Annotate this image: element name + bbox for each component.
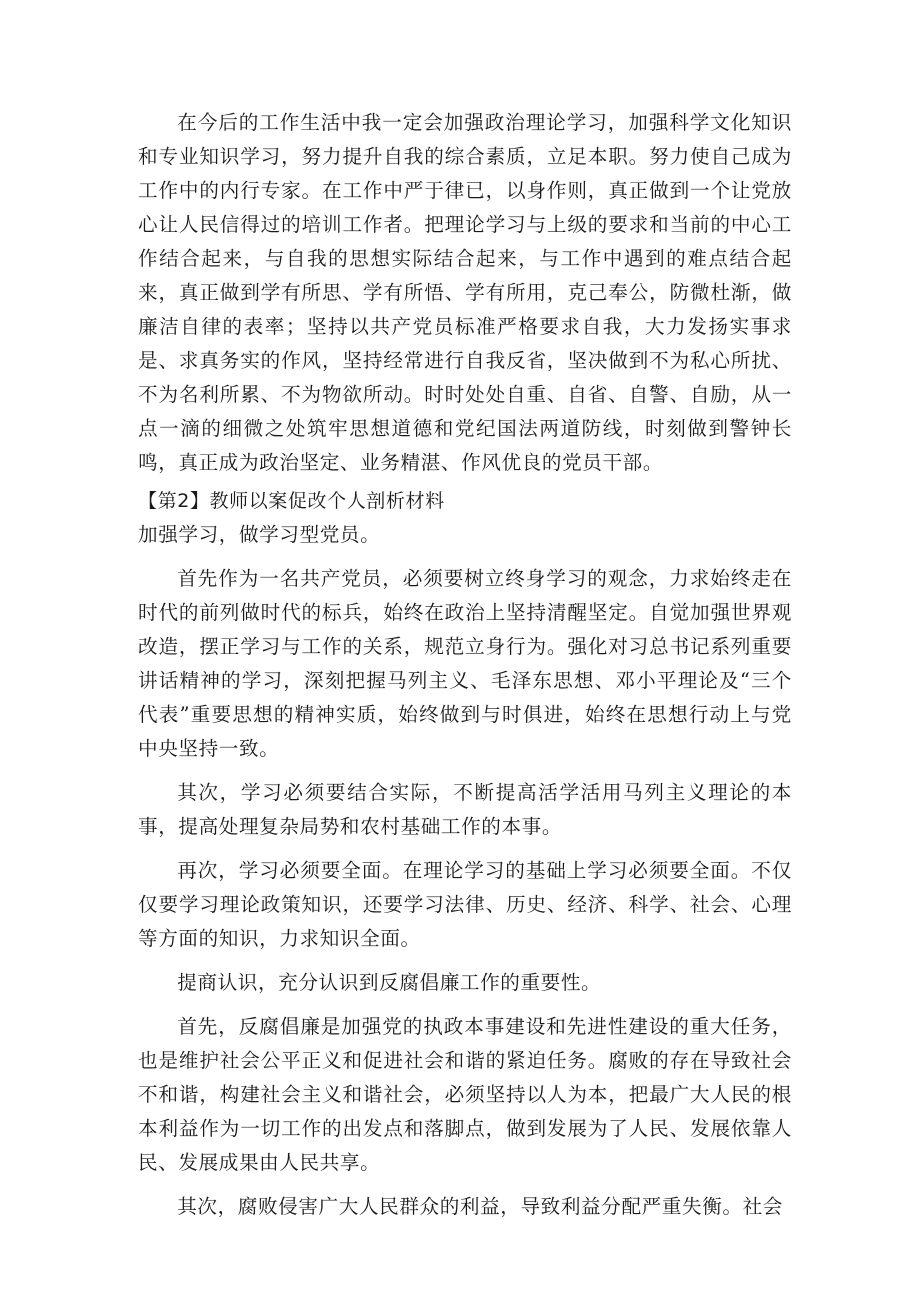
paragraph-anti-corruption-awareness: 提商认识，充分认识到反腐倡廉工作的重要性。 xyxy=(177,971,602,994)
section-heading: 【第2】教师以案促改个人剖析材料 xyxy=(138,490,445,512)
paragraph-learning-party-member: 加强学习，做学习型党员。 xyxy=(138,523,381,546)
paragraph-study-commitment: 在今后的工作生活中我一定会加强政治理论学习，加强科学文化知识和专业知识学习，努力提升自我的综合素质，立足本职。努力使自己成为工作中的内行专家。在工作中严于律已，以身作则，真正做到一个让党放心让人民信得过的培训工作者。把理论学习与上级的要求和当前的中心工作结合起来，与自我的思想实际结合起来，与工作中遇到的难点结合起来，真正做到学有所思、学有所悟、学有所用，克己奉公，防微杜渐，做廉洁自律的表率；坚持以共产党员标准严格要求自我，大力发扬实事求是、求真务实的作风，坚持经常进行自我反省，坚决做到不为私心所扰、不为名利所累、不为物欲所动。时时处处自重、自省、自警、自励，从一点一滴的细微之处筑牢思想道德和党纪国法两道防线，时刻做到警钟长鸣，真正成为政治坚定、业务精湛、作风优良的党员干部。 xyxy=(138,111,792,474)
paragraph-anti-corruption-task: 首先，反腐倡廉是加强党的执政本事建设和先进性建设的重大任务，也是维护社会公平正义和促进社会和谐的紧迫任务。腐败的存在导致社会不和谐，构建社会主义和谐社会，必须坚持以人为本，把最广大人民的根本利益作为一切工作的出发点和落脚点，做到发展为了人民、发展依靠人民、发展成果由人民共享。 xyxy=(138,1015,792,1174)
paragraph-practical-learning: 其次，学习必须要结合实际，不断提高活学活用马列主义理论的本事，提高处理复杂局势和农村基础工作的本事。 xyxy=(138,781,792,838)
document-page xyxy=(138,106,792,1224)
paragraph-lifelong-learning: 首先作为一名共产党员，必须要树立终身学习的观念，力求始终走在时代的前列做时代的标兵，始终在政治上坚持清醒坚定。自觉加强世界观改造，摆正学习与工作的关系，规范立身行为。强化对习总书记系列重要讲话精神的学习，深刻把握马列主义、毛泽东思想、邓小平理论及“三个代表”重要思想的精神实质，始终做到与时俱进，始终在思想行动上与党中央坚持一致。 xyxy=(138,567,792,760)
paragraph-comprehensive-learning: 再次，学习必须要全面。在理论学习的基础上学习必须要全面。不仅仅要学习理论政策知识，还要学习法律、历史、经济、科学、社会、心理等方面的知识，力求知识全面。 xyxy=(138,859,792,950)
paragraph-corruption-harm: 其次，腐败侵害广大人民群众的利益，导致利益分配严重失衡。社会 xyxy=(177,1195,783,1218)
